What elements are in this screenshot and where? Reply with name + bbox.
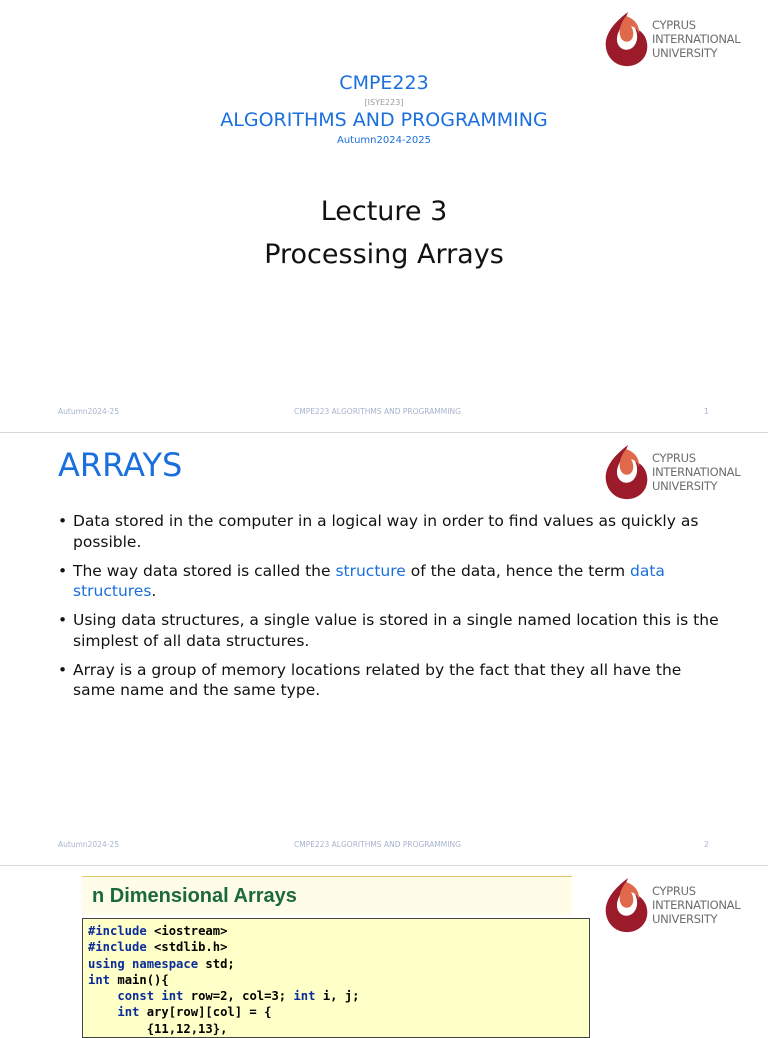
- code-line: [88, 1004, 589, 1020]
- bullet-text: of the data, hence the term: [405, 561, 630, 580]
- code-keyword: int: [88, 972, 111, 987]
- alt-course-code: [ISYE223]: [364, 98, 404, 107]
- code-text: <iostream>: [146, 924, 228, 938]
- bullet-item: [58, 561, 728, 602]
- code-text: ary[row][col] = {: [139, 1005, 272, 1020]
- code-keyword: const int: [117, 989, 184, 1004]
- code-block: [82, 918, 590, 1038]
- bullet-text: The way data stored is called the: [73, 561, 336, 580]
- code-keyword: using namespace: [88, 956, 199, 971]
- code-line: [88, 972, 589, 988]
- university-logo: [600, 441, 750, 501]
- footer-course: CMPE223 ALGORITHMS AND PROGRAMMING: [294, 840, 461, 849]
- code-keyword: #include: [88, 924, 147, 938]
- footer-date: Autumn2024-25: [58, 407, 119, 416]
- course-code: CMPE223: [339, 72, 429, 94]
- code-heading: n Dimensional Arrays: [92, 885, 297, 907]
- bullet-text: Array is a group of memory locations related by the fact that they all have the same name and the same type.: [73, 660, 682, 699]
- term-structure: structure: [335, 561, 406, 580]
- term: Autumn2024-2025: [336, 135, 432, 146]
- code-header: [82, 876, 572, 915]
- slide-1: [0, 0, 768, 432]
- code-text: i, j;: [315, 989, 360, 1004]
- university-logo: [600, 8, 750, 68]
- term-data-structures: data structures: [73, 561, 665, 600]
- bullet-text: Using data structures, a single value is stored in a single named location this is the simplest of all data structures.: [73, 611, 719, 650]
- flame-logo-icon: [602, 876, 650, 934]
- code-indent: [88, 989, 117, 1003]
- code-line: [88, 956, 589, 972]
- code-keyword: int: [117, 1005, 140, 1020]
- code-indent: [88, 1005, 117, 1019]
- footer-course: CMPE223 ALGORITHMS AND PROGRAMMING: [294, 407, 461, 416]
- code-text: row=2, col=3;: [183, 989, 294, 1004]
- logo-text: CYPRUS INTERNATIONAL UNIVERSITY: [652, 884, 741, 926]
- lecture-number: Lecture 3: [320, 196, 448, 227]
- footer-page-number: 1: [704, 407, 709, 416]
- code-text: <stdlib.h>: [146, 940, 228, 955]
- logo-text: CYPRUS INTERNATIONAL UNIVERSITY: [652, 451, 741, 493]
- flame-logo-icon: [602, 10, 650, 68]
- code-keyword: #include: [88, 940, 147, 955]
- bullet-item: [58, 610, 728, 651]
- code-line: [88, 939, 589, 955]
- lecture-title: Processing Arrays: [264, 239, 504, 270]
- footer-page-number: 2: [704, 840, 709, 849]
- code-text: main(){: [110, 972, 169, 987]
- footer-date: Autumn2024-25: [58, 840, 119, 849]
- flame-logo-icon: [602, 443, 650, 501]
- code-keyword: int: [293, 989, 316, 1004]
- course-name: ALGORITHMS AND PROGRAMMING: [220, 109, 548, 131]
- slide-title: ARRAYS: [58, 446, 183, 484]
- bullet-item: [58, 511, 728, 552]
- code-line: [88, 923, 589, 939]
- code-line: [88, 1021, 589, 1037]
- code-slide-image: [82, 876, 594, 1036]
- code-text: {11,12,13},: [88, 1021, 228, 1036]
- code-line: [88, 988, 589, 1004]
- logo-text: CYPRUS INTERNATIONAL UNIVERSITY: [652, 18, 741, 60]
- bullet-text: .: [151, 582, 157, 600]
- code-text: std;: [198, 956, 235, 971]
- bullet-text: Data stored in the computer in a logical way in order to find values as quickly as possible.: [73, 512, 699, 551]
- bullet-item: [58, 660, 728, 701]
- bullet-list: [58, 511, 728, 709]
- university-logo: [600, 874, 750, 934]
